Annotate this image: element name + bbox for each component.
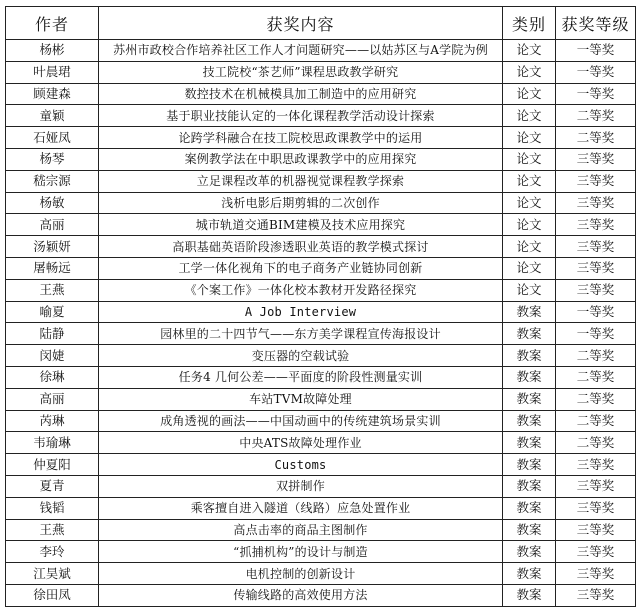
- cell-author: 杨彬: [6, 40, 99, 62]
- cell-category: 教案: [503, 366, 556, 388]
- cell-category: 教案: [503, 541, 556, 563]
- cell-award-level: 三等奖: [556, 170, 636, 192]
- cell-content: 车站TVM故障处理: [99, 388, 503, 410]
- cell-author: 嵇宗源: [6, 170, 99, 192]
- table-row: [6, 475, 636, 497]
- cell-author: 喻夏: [6, 301, 99, 323]
- cell-author: 江昊斌: [6, 563, 99, 585]
- cell-award-level: 三等奖: [556, 214, 636, 236]
- cell-content: 城市轨道交通BIM建模及技术应用探究: [99, 214, 503, 236]
- cell-category: 论文: [503, 236, 556, 258]
- cell-author: 石娅凤: [6, 127, 99, 149]
- table-row: [6, 410, 636, 432]
- cell-content: Customs: [99, 454, 503, 476]
- cell-author: 韦瑜琳: [6, 432, 99, 454]
- cell-award-level: 一等奖: [556, 323, 636, 345]
- cell-content: 乘客擅自进入隧道（线路）应急处置作业: [99, 497, 503, 519]
- cell-author: 杨敏: [6, 192, 99, 214]
- cell-category: 教案: [503, 432, 556, 454]
- cell-content: 立足课程改革的机器视觉课程教学探索: [99, 170, 503, 192]
- cell-category: 教案: [503, 519, 556, 541]
- cell-award-level: 二等奖: [556, 105, 636, 127]
- cell-award-level: 二等奖: [556, 388, 636, 410]
- cell-category: 教案: [503, 497, 556, 519]
- cell-content: 技工院校“茶艺师”课程思政教学研究: [99, 61, 503, 83]
- cell-author: 李玲: [6, 541, 99, 563]
- cell-author: 叶晨珺: [6, 61, 99, 83]
- cell-category: 论文: [503, 148, 556, 170]
- cell-category: 论文: [503, 61, 556, 83]
- cell-category: 论文: [503, 192, 556, 214]
- cell-content: 《个案工作》一体化校本教材开发路径探究: [99, 279, 503, 301]
- cell-content: 案例教学法在中职思政课教学中的应用探究: [99, 148, 503, 170]
- table-row: [6, 432, 636, 454]
- table-row: [6, 40, 636, 62]
- table-row: [6, 236, 636, 258]
- cell-author: 高丽: [6, 214, 99, 236]
- cell-award-level: 三等奖: [556, 519, 636, 541]
- cell-content: 数控技术在机械模具加工制造中的应用研究: [99, 83, 503, 105]
- table-row: [6, 454, 636, 476]
- cell-award-level: 三等奖: [556, 497, 636, 519]
- table-row: [6, 323, 636, 345]
- cell-author: 徐田凤: [6, 584, 99, 606]
- cell-content: A Job Interview: [99, 301, 503, 323]
- cell-content: 工学一体化视角下的电子商务产业链协同创新: [99, 257, 503, 279]
- cell-category: 教案: [503, 584, 556, 606]
- table-row: [6, 148, 636, 170]
- cell-content: 苏州市政校合作培养社区工作人才问题研究——以姑苏区与A学院为例: [99, 40, 503, 62]
- table-row: [6, 584, 636, 606]
- cell-award-level: 一等奖: [556, 61, 636, 83]
- cell-author: 汤颖妍: [6, 236, 99, 258]
- cell-category: 教案: [503, 563, 556, 585]
- table-row: [6, 214, 636, 236]
- table-row: [6, 192, 636, 214]
- award-table-container: [5, 6, 636, 607]
- cell-content: 浅析电影后期剪辑的二次创作: [99, 192, 503, 214]
- cell-award-level: 三等奖: [556, 584, 636, 606]
- cell-award-level: 三等奖: [556, 236, 636, 258]
- cell-award-level: 二等奖: [556, 345, 636, 367]
- table-row: [6, 563, 636, 585]
- cell-category: 教案: [503, 301, 556, 323]
- cell-award-level: 二等奖: [556, 366, 636, 388]
- cell-award-level: 一等奖: [556, 301, 636, 323]
- cell-content: 中央ATS故障处理作业: [99, 432, 503, 454]
- cell-author: 王燕: [6, 279, 99, 301]
- cell-author: 杨琴: [6, 148, 99, 170]
- cell-award-level: 二等奖: [556, 432, 636, 454]
- header-category: 类别: [503, 7, 556, 40]
- cell-content: 高职基础英语阶段渗透职业英语的教学模式探讨: [99, 236, 503, 258]
- table-row: [6, 388, 636, 410]
- table-row: [6, 345, 636, 367]
- table-row: [6, 105, 636, 127]
- header-row: [6, 7, 636, 40]
- cell-award-level: 二等奖: [556, 410, 636, 432]
- award-table: [5, 6, 636, 607]
- cell-author: 王燕: [6, 519, 99, 541]
- cell-category: 论文: [503, 257, 556, 279]
- cell-award-level: 三等奖: [556, 563, 636, 585]
- cell-award-level: 三等奖: [556, 475, 636, 497]
- cell-content: 变压器的空载试验: [99, 345, 503, 367]
- cell-author: 钱韬: [6, 497, 99, 519]
- table-row: [6, 61, 636, 83]
- table-row: [6, 541, 636, 563]
- cell-author: 高丽: [6, 388, 99, 410]
- table-row: [6, 366, 636, 388]
- cell-category: 论文: [503, 127, 556, 149]
- header-award-level: 获奖等级: [556, 7, 636, 40]
- cell-author: 芮琳: [6, 410, 99, 432]
- cell-category: 论文: [503, 279, 556, 301]
- table-row: [6, 127, 636, 149]
- table-row: [6, 279, 636, 301]
- table-header: [6, 7, 636, 40]
- cell-author: 闵婕: [6, 345, 99, 367]
- cell-award-level: 三等奖: [556, 192, 636, 214]
- cell-author: 陆静: [6, 323, 99, 345]
- cell-content: 园林里的二十四节气——东方美学课程宣传海报设计: [99, 323, 503, 345]
- cell-award-level: 三等奖: [556, 279, 636, 301]
- table-row: [6, 519, 636, 541]
- cell-content: “抓捕机构”的设计与制造: [99, 541, 503, 563]
- cell-author: 夏青: [6, 475, 99, 497]
- cell-author: 徐琳: [6, 366, 99, 388]
- cell-category: 教案: [503, 345, 556, 367]
- cell-category: 论文: [503, 214, 556, 236]
- table-row: [6, 170, 636, 192]
- cell-award-level: 三等奖: [556, 257, 636, 279]
- cell-category: 教案: [503, 475, 556, 497]
- cell-content: 论跨学科融合在技工院校思政课教学中的运用: [99, 127, 503, 149]
- cell-category: 论文: [503, 83, 556, 105]
- cell-author: 童颖: [6, 105, 99, 127]
- cell-category: 论文: [503, 40, 556, 62]
- cell-author: 仲夏阳: [6, 454, 99, 476]
- cell-author: 屠畅远: [6, 257, 99, 279]
- cell-category: 教案: [503, 323, 556, 345]
- cell-content: 高点击率的商品主图制作: [99, 519, 503, 541]
- table-row: [6, 83, 636, 105]
- cell-category: 教案: [503, 410, 556, 432]
- cell-award-level: 一等奖: [556, 40, 636, 62]
- table-row: [6, 497, 636, 519]
- cell-author: 顾建森: [6, 83, 99, 105]
- cell-content: 双拼制作: [99, 475, 503, 497]
- cell-award-level: 三等奖: [556, 148, 636, 170]
- cell-content: 电机控制的创新设计: [99, 563, 503, 585]
- table-row: [6, 257, 636, 279]
- cell-content: 传输线路的高效使用方法: [99, 584, 503, 606]
- header-content: 获奖内容: [99, 7, 503, 40]
- cell-award-level: 三等奖: [556, 454, 636, 476]
- cell-content: 基于职业技能认定的一体化课程教学活动设计探索: [99, 105, 503, 127]
- cell-category: 论文: [503, 105, 556, 127]
- cell-category: 教案: [503, 454, 556, 476]
- cell-award-level: 三等奖: [556, 541, 636, 563]
- header-author: 作者: [6, 7, 99, 40]
- cell-category: 教案: [503, 388, 556, 410]
- cell-content: 成角透视的画法——中国动画中的传统建筑场景实训: [99, 410, 503, 432]
- cell-award-level: 二等奖: [556, 127, 636, 149]
- cell-category: 论文: [503, 170, 556, 192]
- cell-content: 任务4 几何公差——平面度的阶段性测量实训: [99, 366, 503, 388]
- table-row: [6, 301, 636, 323]
- table-body: [6, 40, 636, 607]
- cell-award-level: 一等奖: [556, 83, 636, 105]
